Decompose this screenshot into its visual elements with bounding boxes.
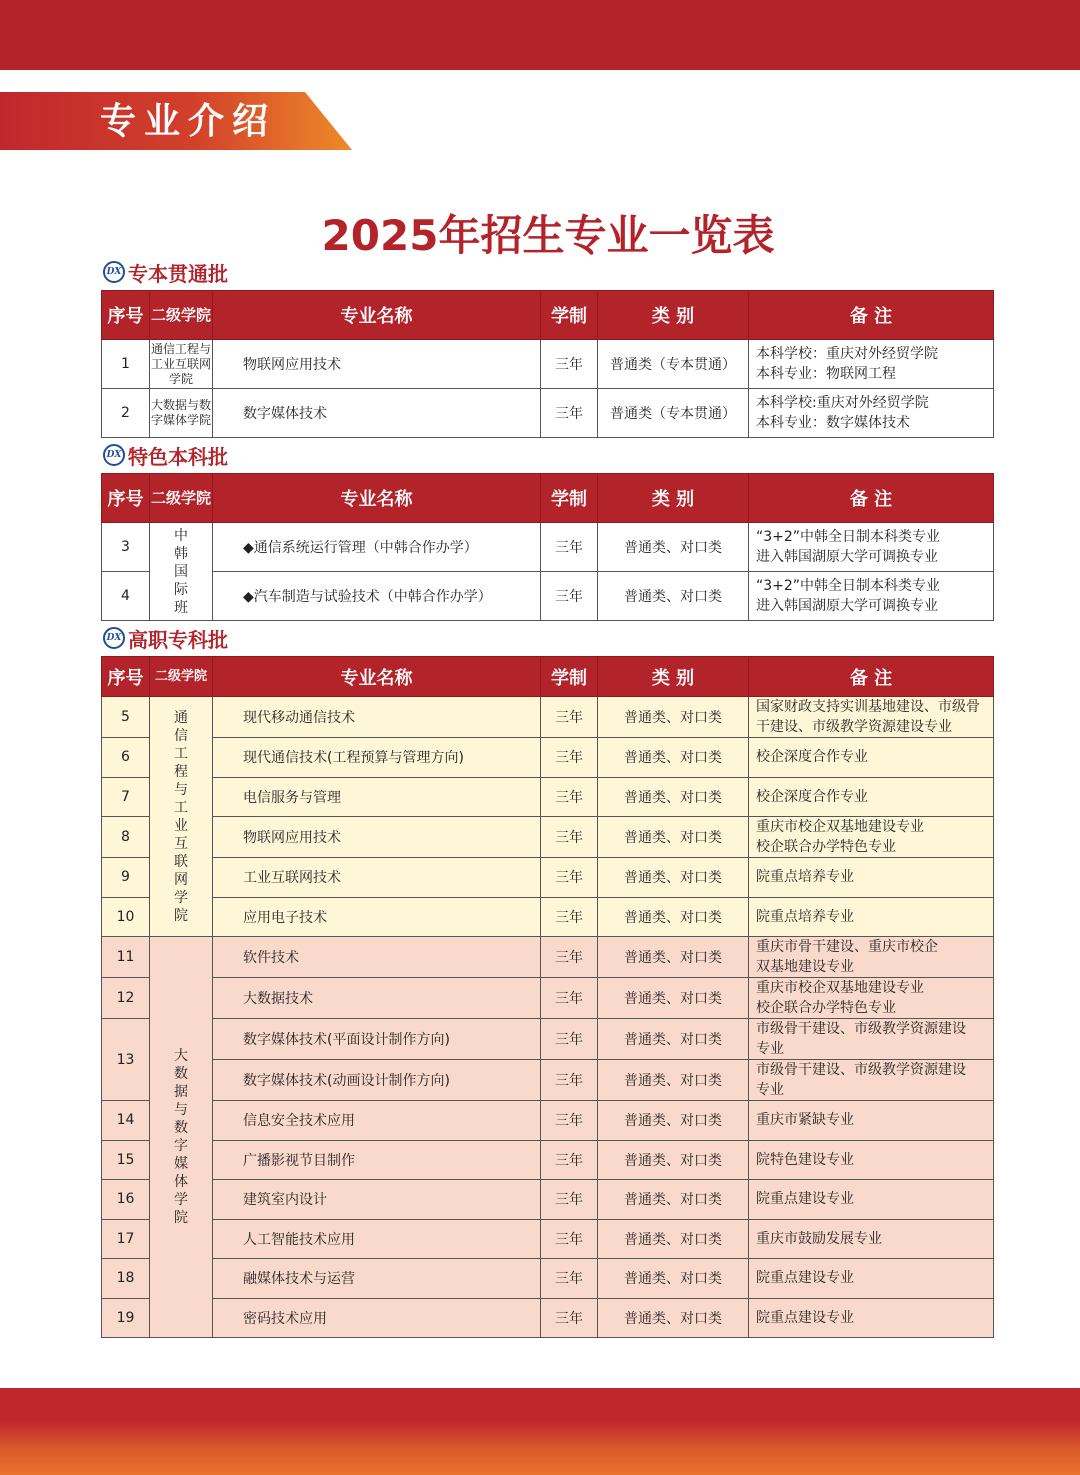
- cell-category: 普通类、对口类: [598, 858, 749, 898]
- section-title-2: [103, 442, 228, 468]
- cell-major: ◆汽车制造与试验技术（中韩合作办学）: [213, 572, 541, 621]
- cell-major: 物联网应用技术: [213, 817, 541, 858]
- cell-major: ◆通信系统运行管理（中韩合作办学）: [213, 523, 541, 572]
- college-vertical-text: 大数据与数字媒体学院: [174, 1048, 188, 1226]
- table-section-3: [101, 656, 994, 1338]
- cell-college: 通信工程与工业互联网学院: [150, 340, 213, 389]
- cell-remark: [749, 738, 994, 778]
- remark-line: 双基地建设专业: [756, 959, 854, 975]
- college-vertical-text: 通信工程与工业互联网学院: [174, 709, 188, 924]
- remark-line: 校企深度合作专业: [756, 788, 868, 805]
- remark-line: 重庆市鼓励发展专业: [756, 1230, 882, 1247]
- cell-remark: [749, 572, 994, 621]
- header-duration: 学制: [541, 657, 598, 697]
- remark-line: 本科学校：重庆对外经贸学院: [756, 346, 938, 362]
- remark-line: 院重点建设专业: [756, 1270, 854, 1287]
- cell-seq: 3: [102, 523, 150, 572]
- cell-remark: [749, 1259, 994, 1299]
- cell-duration: 三年: [541, 817, 598, 858]
- remark-line: 校企联合办学特色专业: [756, 839, 896, 855]
- remark-line: 重庆市骨干建设、重庆市校企: [756, 939, 938, 955]
- cell-remark: [749, 937, 994, 978]
- cell-remark: [749, 1180, 994, 1220]
- cell-duration: 三年: [541, 1298, 598, 1338]
- cell-category: 普通类、对口类: [598, 1060, 749, 1101]
- cell-seq: 9: [102, 858, 150, 898]
- cell-major: 建筑室内设计: [213, 1180, 541, 1220]
- cell-major: 信息安全技术应用: [213, 1101, 541, 1141]
- cell-remark: [749, 777, 994, 817]
- remark-line: 重庆市紧缺专业: [756, 1112, 854, 1129]
- remark-line: 院特色建设专业: [756, 1151, 854, 1168]
- cell-major: 现代移动通信技术: [213, 697, 541, 738]
- cell-remark: [749, 1298, 994, 1338]
- remark-line: 进入韩国湖原大学可调换专业: [756, 598, 938, 614]
- remark-line: 本科学校:重庆对外经贸学院: [756, 395, 929, 411]
- remark-line: 本科专业：数字媒体技术: [756, 415, 910, 431]
- cell-remark: [749, 523, 994, 572]
- header-remark: 备 注: [749, 291, 994, 340]
- remark-line: 市级骨干建设、市级教学资源建设: [756, 1062, 966, 1078]
- cell-major: 数字媒体技术: [213, 389, 541, 438]
- cell-category: 普通类、对口类: [598, 1259, 749, 1299]
- header-duration: 学制: [541, 474, 598, 523]
- table-row: [102, 858, 994, 898]
- table-row: [102, 817, 994, 858]
- table-row: [102, 340, 994, 389]
- remark-line: 进入韩国湖原大学可调换专业: [756, 549, 938, 565]
- table-row: [102, 1019, 994, 1060]
- cell-seq: 8: [102, 817, 150, 858]
- cell-seq: 13: [102, 1019, 150, 1101]
- cell-category: 普通类、对口类: [598, 978, 749, 1019]
- cell-duration: 三年: [541, 858, 598, 898]
- table-row: [102, 1060, 994, 1101]
- section-title-text: 高职专科批: [128, 627, 228, 652]
- cell-major: 大数据技术: [213, 978, 541, 1019]
- header-college: 二级学院: [150, 291, 213, 340]
- cell-seq: 11: [102, 937, 150, 978]
- cell-major: 人工智能技术应用: [213, 1219, 541, 1259]
- header-major: 专业名称: [213, 474, 541, 523]
- table-header-row: [102, 291, 994, 340]
- table-row: [102, 777, 994, 817]
- cell-seq: 10: [102, 897, 150, 937]
- cell-remark: [749, 1060, 994, 1101]
- cell-duration: 三年: [541, 523, 598, 572]
- cell-seq: 19: [102, 1298, 150, 1338]
- cell-category: 普通类、对口类: [598, 937, 749, 978]
- remark-line: “3+2”中韩全日制本科类专业: [756, 578, 941, 594]
- cell-seq: 2: [102, 389, 150, 438]
- cell-category: 普通类、对口类: [598, 738, 749, 778]
- table-row: [102, 1219, 994, 1259]
- cell-major: 物联网应用技术: [213, 340, 541, 389]
- cell-major: 密码技术应用: [213, 1298, 541, 1338]
- cell-duration: 三年: [541, 340, 598, 389]
- table-section-2: [101, 473, 994, 621]
- cell-category: 普通类、对口类: [598, 1140, 749, 1180]
- cell-category: 普通类、对口类: [598, 1180, 749, 1220]
- cell-category: 普通类、对口类: [598, 572, 749, 621]
- cell-duration: 三年: [541, 1060, 598, 1101]
- table-row: [102, 1259, 994, 1299]
- cell-duration: 三年: [541, 978, 598, 1019]
- cell-duration: 三年: [541, 1219, 598, 1259]
- table-row: [102, 1140, 994, 1180]
- page-title: 2025年招生专业一览表: [321, 211, 775, 260]
- table-row: [102, 389, 994, 438]
- cell-category: 普通类、对口类: [598, 1298, 749, 1338]
- header-category: 类 别: [598, 291, 749, 340]
- header-seq: 序号: [102, 657, 150, 697]
- cell-duration: 三年: [541, 1019, 598, 1060]
- cell-college-vertical: [150, 937, 213, 1338]
- cell-seq: 4: [102, 572, 150, 621]
- cell-major: 电信服务与管理: [213, 777, 541, 817]
- cell-category: 普通类、对口类: [598, 523, 749, 572]
- cell-remark: [749, 1140, 994, 1180]
- remark-line: 重庆市校企双基地建设专业: [756, 819, 924, 835]
- cell-seq: 5: [102, 697, 150, 738]
- cell-seq: 17: [102, 1219, 150, 1259]
- table-row: [102, 523, 994, 572]
- header-college: 二级学院: [150, 474, 213, 523]
- cell-seq: 7: [102, 777, 150, 817]
- cell-remark: [749, 389, 994, 438]
- remark-line: 校企深度合作专业: [756, 749, 868, 766]
- header-seq: 序号: [102, 474, 150, 523]
- header-major: 专业名称: [213, 291, 541, 340]
- cell-duration: 三年: [541, 697, 598, 738]
- table-row: [102, 978, 994, 1019]
- cell-category: 普通类、对口类: [598, 1101, 749, 1141]
- remark-line: 校企联合办学特色专业: [756, 1000, 896, 1016]
- header-category: 类 别: [598, 474, 749, 523]
- section-title-text: 专本贯通批: [128, 261, 228, 286]
- cell-duration: 三年: [541, 897, 598, 937]
- cell-major: 工业互联网技术: [213, 858, 541, 898]
- table-row: [102, 572, 994, 621]
- cell-remark: [749, 340, 994, 389]
- table-header-row: [102, 474, 994, 523]
- header-college: 二级学院: [150, 657, 213, 697]
- cell-duration: 三年: [541, 1101, 598, 1141]
- cell-category: 普通类、对口类: [598, 1219, 749, 1259]
- cell-remark: [749, 1219, 994, 1259]
- table-row: [102, 937, 994, 978]
- header-remark: 备 注: [749, 657, 994, 697]
- cell-duration: 三年: [541, 937, 598, 978]
- remark-line: 院重点建设专业: [756, 1191, 854, 1208]
- table-row: [102, 1298, 994, 1338]
- cell-category: 普通类、对口类: [598, 697, 749, 738]
- cell-seq: 12: [102, 978, 150, 1019]
- cell-category: 普通类（专本贯通）: [598, 340, 749, 389]
- cell-seq: 6: [102, 738, 150, 778]
- remark-line: 本科专业：物联网工程: [756, 366, 896, 382]
- remark-line: 重庆市校企双基地建设专业: [756, 980, 924, 996]
- remark-line: 专业: [756, 1041, 784, 1057]
- remark-line: “3+2”中韩全日制本科类专业: [756, 529, 941, 545]
- cell-seq: 18: [102, 1259, 150, 1299]
- cell-major: 现代通信技术(工程预算与管理方向): [213, 738, 541, 778]
- table-section-1: [101, 290, 994, 438]
- cell-duration: 三年: [541, 738, 598, 778]
- section-title-3: [103, 625, 228, 651]
- cell-remark: [749, 897, 994, 937]
- cell-remark: [749, 817, 994, 858]
- cell-duration: 三年: [541, 1140, 598, 1180]
- remark-line: 专业: [756, 1082, 784, 1098]
- table-header-row: [102, 657, 994, 697]
- cell-major: 应用电子技术: [213, 897, 541, 937]
- cell-college: 大数据与数字媒体学院: [150, 389, 213, 438]
- cell-duration: 三年: [541, 1259, 598, 1299]
- remark-line: 国家财政支持实训基地建设、市级骨: [756, 699, 980, 715]
- banner-title: 专业介绍: [100, 100, 277, 142]
- college-logo-icon: DX: [103, 261, 125, 283]
- cell-duration: 三年: [541, 389, 598, 438]
- cell-category: 普通类、对口类: [598, 897, 749, 937]
- section-title-text: 特色本科批: [128, 444, 228, 469]
- cell-college-vertical: [150, 697, 213, 937]
- bottom-decorative-band: [0, 1388, 1080, 1475]
- cell-remark: [749, 978, 994, 1019]
- cell-remark: [749, 1101, 994, 1141]
- cell-seq: 14: [102, 1101, 150, 1141]
- remark-line: 院重点培养专业: [756, 908, 854, 925]
- header-remark: 备 注: [749, 474, 994, 523]
- cell-major: 数字媒体技术(平面设计制作方向): [213, 1019, 541, 1060]
- college-logo-icon: DX: [103, 627, 125, 649]
- cell-major: 软件技术: [213, 937, 541, 978]
- cell-category: 普通类、对口类: [598, 817, 749, 858]
- cell-duration: 三年: [541, 572, 598, 621]
- cell-seq: 15: [102, 1140, 150, 1180]
- header-seq: 序号: [102, 291, 150, 340]
- cell-category: 普通类、对口类: [598, 1019, 749, 1060]
- table-row: [102, 738, 994, 778]
- college-logo-icon: DX: [103, 444, 125, 466]
- table-row: [102, 897, 994, 937]
- cell-category: 普通类、对口类: [598, 777, 749, 817]
- cell-remark: [749, 858, 994, 898]
- cell-remark: [749, 1019, 994, 1060]
- remark-line: 院重点建设专业: [756, 1309, 854, 1326]
- table-row: [102, 1180, 994, 1220]
- cell-seq: 16: [102, 1180, 150, 1220]
- section-title-1: [103, 259, 228, 285]
- header-major: 专业名称: [213, 657, 541, 697]
- cell-category: 普通类（专本贯通）: [598, 389, 749, 438]
- header-duration: 学制: [541, 291, 598, 340]
- cell-duration: 三年: [541, 1180, 598, 1220]
- header-category: 类 别: [598, 657, 749, 697]
- cell-duration: 三年: [541, 777, 598, 817]
- cell-seq: 1: [102, 340, 150, 389]
- cell-remark: [749, 697, 994, 738]
- cell-major: 数字媒体技术(动画设计制作方向): [213, 1060, 541, 1101]
- top-decorative-band: [0, 0, 1080, 70]
- table-row: [102, 1101, 994, 1141]
- remark-line: 院重点培养专业: [756, 869, 854, 886]
- college-vertical-text: 中韩国际班: [174, 527, 188, 616]
- cell-college-vertical: [150, 523, 213, 621]
- table-row: [102, 697, 994, 738]
- cell-major: 广播影视节目制作: [213, 1140, 541, 1180]
- remark-line: 市级骨干建设、市级教学资源建设: [756, 1021, 966, 1037]
- cell-major: 融媒体技术与运营: [213, 1259, 541, 1299]
- remark-line: 干建设、市级教学资源建设专业: [756, 719, 952, 735]
